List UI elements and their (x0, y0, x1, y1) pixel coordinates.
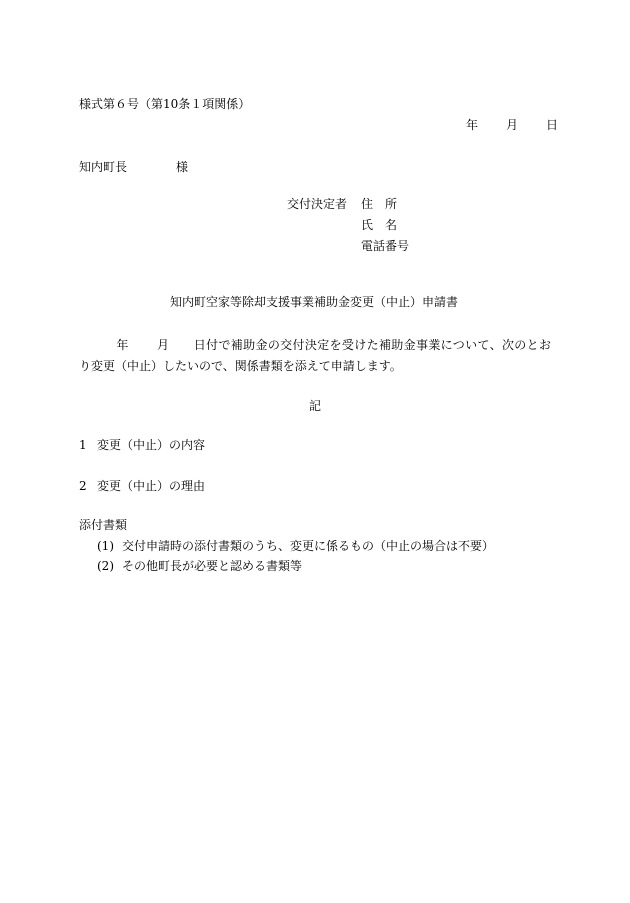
item-number: 1 (79, 438, 87, 452)
body-month-label: 月 (156, 338, 170, 352)
body-paragraph (79, 335, 551, 377)
attachment-item (97, 538, 494, 554)
document-title-text: 知内町空家等除却支援事業補助金変更（中止）申請書 (169, 295, 458, 309)
recipient-name: 知内町長 (79, 160, 128, 174)
date-fields (466, 117, 558, 133)
name-label-char-1: 氏 (361, 218, 374, 232)
recipient-honorific: 様 (176, 160, 189, 174)
item-change-content (79, 437, 205, 453)
form-number: 様式第６号（第10条１項関係） (79, 97, 251, 111)
applicant-name-label (361, 217, 397, 233)
recipient (79, 159, 188, 175)
attachment-number: (2) (97, 559, 114, 573)
ki-heading: 記 (308, 399, 321, 413)
body-text: 日付で補助金の交付決定を受けた補助金事業について、次のとおり変更（中止）したいので、関係書類を添えて申請します。 (79, 338, 551, 373)
attachments-heading: 添付書類 (79, 518, 128, 532)
item-text: 変更（中止）の内容 (97, 438, 206, 452)
applicant-address-label (361, 196, 397, 212)
item-text: 変更（中止）の理由 (97, 479, 206, 493)
applicant-phone-label: 電話番号 (361, 239, 410, 253)
date-month-label: 月 (506, 118, 519, 132)
document-title (0, 294, 630, 310)
item-number: 2 (79, 479, 87, 493)
attachment-text: 交付申請時の添付書類のうち、変更に係るもの（中止の場合は不要） (122, 539, 495, 553)
date-year-label: 年 (466, 118, 479, 132)
address-label-char-1: 住 (361, 197, 374, 211)
attachment-number: (1) (97, 539, 114, 553)
name-label-char-2: 名 (385, 218, 398, 232)
item-change-reason (79, 478, 205, 494)
attachment-item (97, 558, 302, 574)
applicant-label: 交付決定者 (287, 197, 348, 211)
date-day-label: 日 (546, 118, 559, 132)
address-label-char-2: 所 (385, 197, 398, 211)
body-year-label: 年 (116, 338, 129, 352)
attachment-text: その他町長が必要と認める書類等 (122, 559, 303, 573)
